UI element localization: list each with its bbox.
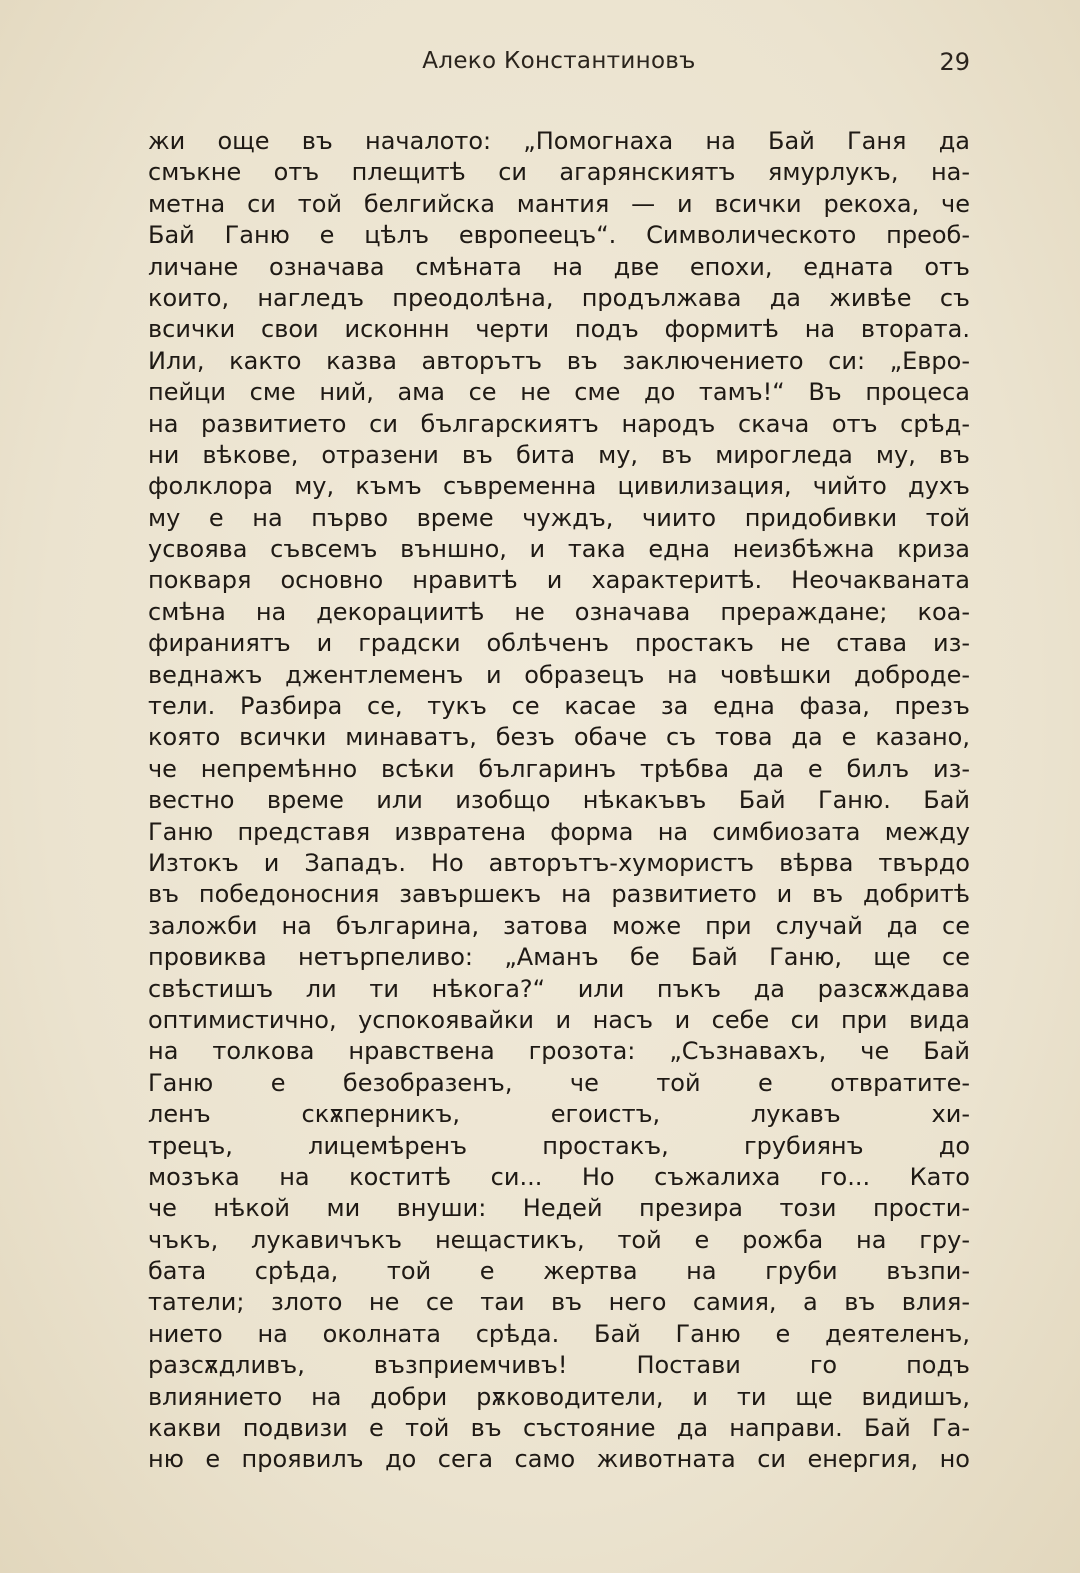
text-line: Изтокъ и Западъ. Но авторътъ-хумористъ вѣрва твърдо	[148, 848, 970, 877]
text-line: ню е проявилъ до сега само животната си енергия, но	[148, 1445, 970, 1474]
text-line: жи още въ началото: „Помогнаха на Бай Ганя да	[148, 127, 970, 155]
body-text	[148, 126, 970, 1476]
text-line: разсѫдливъ, възприемчивъ! Постави го подъ	[148, 1351, 970, 1380]
text-line: провиква нетърпеливо: „Аманъ бе Бай Ганю, ще се	[148, 943, 970, 972]
text-line: Ганю представя извратена форма на симбиозата между	[148, 817, 970, 846]
text-line: че непремѣнно всѣки българинъ трѣбва да е билъ из-	[148, 754, 970, 783]
text-line: усвоява съвсемъ външно, и така една неизбѣжна криза	[148, 535, 970, 564]
text-line: влиянието на добри рѫководители, и ти ще видишъ,	[148, 1382, 970, 1411]
text-line: метна си той белгийска мантия — и всички рекоха, че	[148, 189, 970, 218]
text-line: които, нагледъ преодолѣна, продължава да живѣе съ	[148, 283, 970, 312]
text-line: покваря основно нравитѣ и характеритѣ. Неочакваната	[148, 566, 970, 595]
text-line: фолклора му, къмъ съвременна цивилизация, чийто духъ	[148, 472, 970, 501]
text-line: оптимистично, успокоявайки и насъ и себе си при вида	[148, 1005, 970, 1034]
text-line: чъкъ, лукавичъкъ нещастикъ, той е рожба на гру-	[148, 1225, 970, 1254]
text-line: заложби на българина, затова може при случай да се	[148, 911, 970, 940]
page-number: 29	[939, 48, 970, 76]
text-line: какви подвизи е той въ състояние да направи. Бай Га-	[148, 1414, 970, 1443]
text-line: смѣна на декорациитѣ не означава прераждане; коа-	[148, 597, 970, 626]
text-line: Или, както казва авторътъ въ заключението си: „Евро-	[148, 346, 970, 375]
text-line: смъкне отъ плещитѣ си агарянскиятъ ямурлукъ, на-	[148, 158, 970, 187]
text-line: трецъ, лицемѣренъ простакъ, грубиянъ до	[148, 1131, 970, 1160]
text-line: на толкова нравствена грозота: „Съзнавахъ, че Бай	[148, 1037, 970, 1066]
text-line: Бай Ганю е цѣлъ европеецъ“. Символическото преоб-	[148, 221, 970, 250]
text-line: която всички минаватъ, безъ обаче съ това да е казано,	[148, 723, 970, 752]
text-line: татели; злото не се таи въ него самия, а въ влия-	[148, 1288, 970, 1317]
text-line: свѣстишъ ли ти нѣкога?“ или пъкъ да разсѫждава	[148, 974, 970, 1003]
text-line: пейци сме ний, ама се не сме до тамъ!“ Въ процеса	[148, 378, 970, 407]
text-line: че нѣкой ми внуши: Недей презира този прости-	[148, 1194, 970, 1223]
running-head	[148, 48, 970, 84]
text-line: всички свои исконнн черти подъ формитѣ на втората.	[148, 315, 970, 344]
text-line: му е на първо време чуждъ, чиито придобивки той	[148, 503, 970, 532]
text-line: фираниятъ и градски облѣченъ простакъ не става из-	[148, 629, 970, 658]
text-line: ни вѣкове, отразени въ бита му, въ мирогледа му, въ	[148, 440, 970, 469]
text-line: личане означава смѣната на две епохи, едната отъ	[148, 252, 970, 281]
text-line: на развитието си българскиятъ народъ скача отъ срѣд-	[148, 409, 970, 438]
text-line: ленъ скѫперникъ, егоистъ, лукавъ хи-	[148, 1100, 970, 1129]
text-line: веднажъ джентлеменъ и образецъ на човѣшки доброде-	[148, 660, 970, 689]
text-line: нието на околната срѣда. Бай Ганю е деятеленъ,	[148, 1319, 970, 1348]
text-line: вестно време или изобщо нѣкакъвъ Бай Ганю. Бай	[148, 786, 970, 815]
text-line: Ганю е безобразенъ, че той е отвратите-	[148, 1068, 970, 1097]
running-title: Алеко Константиновъ	[422, 48, 696, 74]
text-line: въ победоносния завършекъ на развитието и въ добритѣ	[148, 880, 970, 909]
text-line: тели. Разбира се, тукъ се касае за една фаза, презъ	[148, 692, 970, 721]
text-line: бата срѣда, той е жертва на груби възпи-	[148, 1257, 970, 1286]
text-line: мозъка на коститѣ си... Но съжалиха го... Като	[148, 1162, 970, 1191]
